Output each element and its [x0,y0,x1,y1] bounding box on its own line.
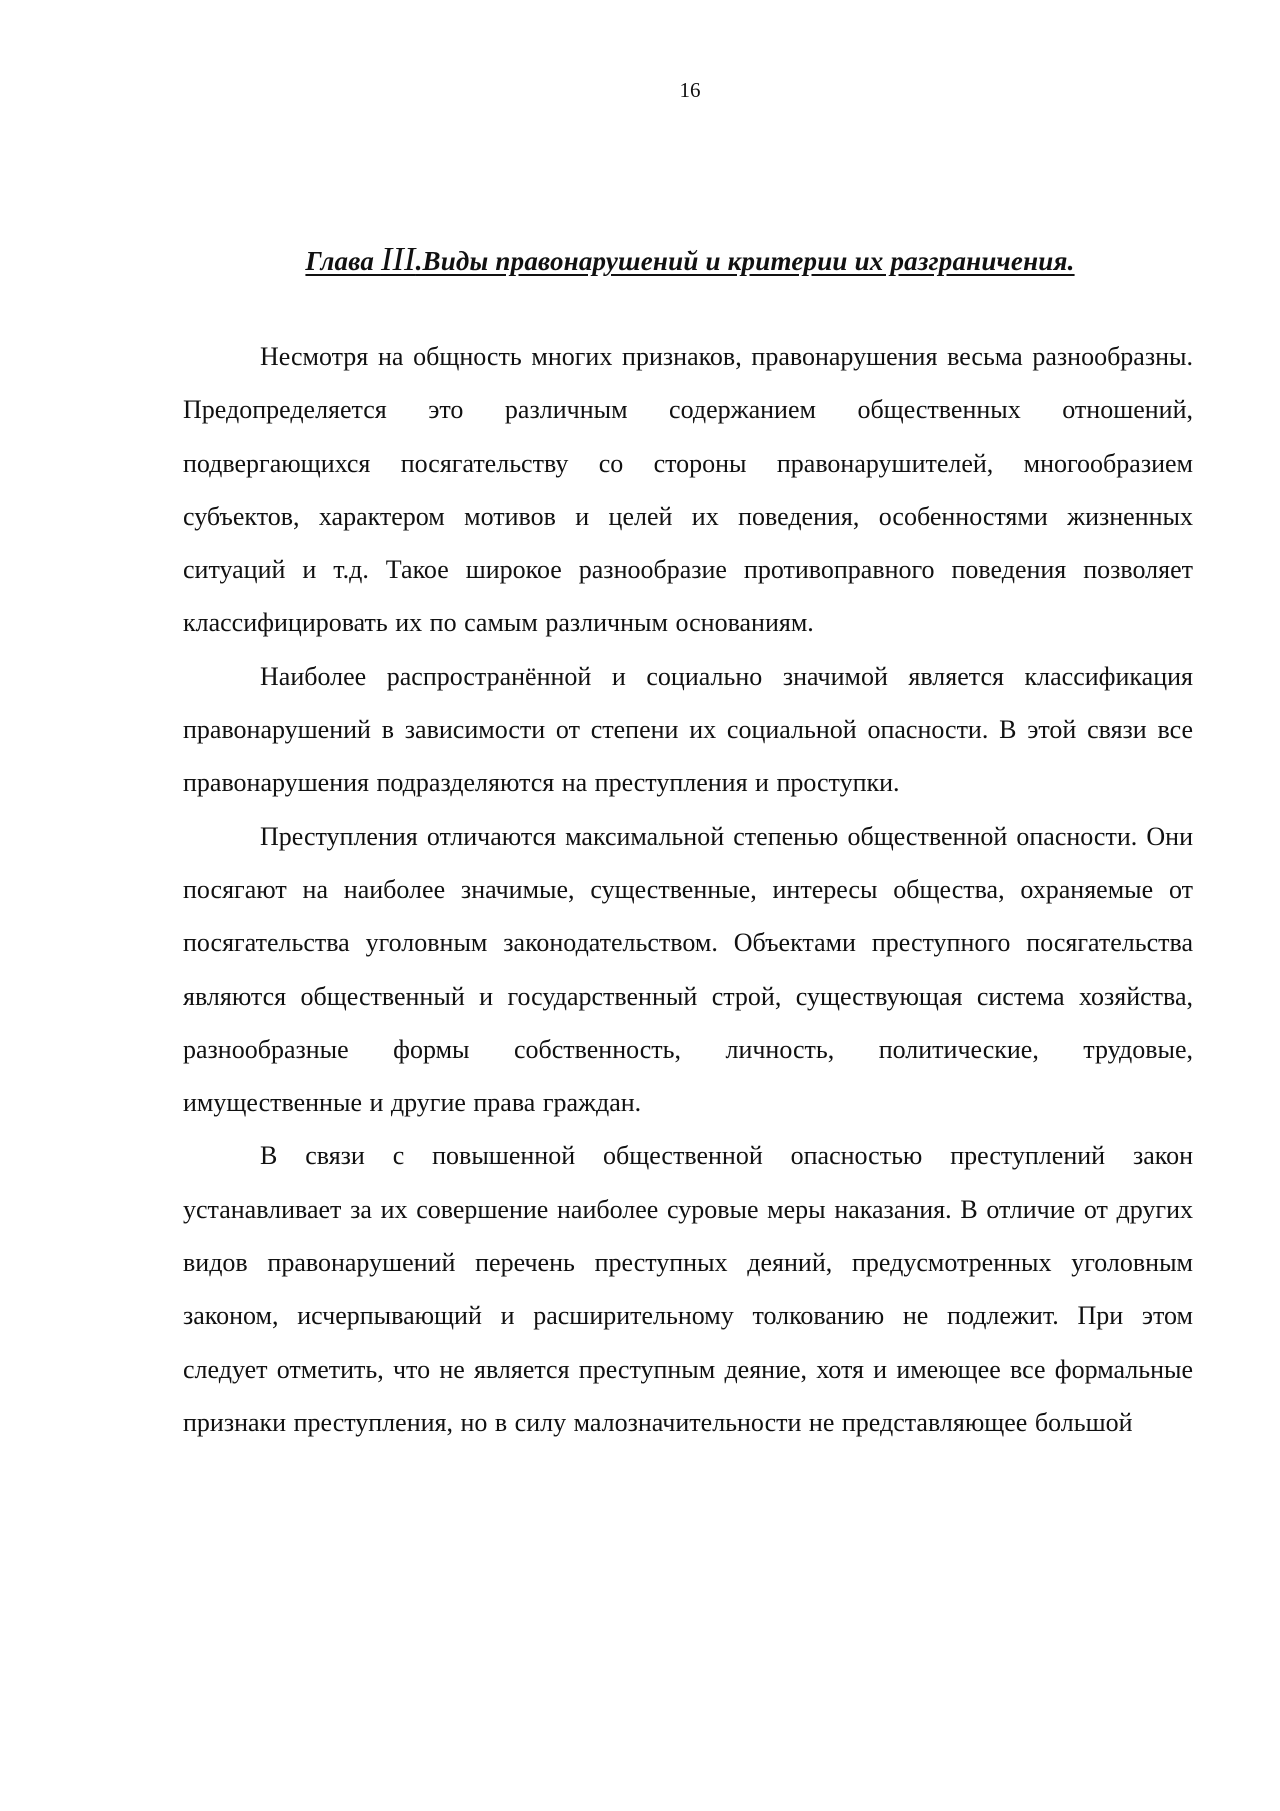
body-text [183,330,1193,1449]
paragraph: Наиболее распространённой и социально значимой является классификация правонарушений в зависимости от степени их социальной опасности. В этой связи все правонарушения подразделяются на преступления и проступки. [183,661,1193,798]
paragraph: В связи с повышенной общественной опасностью преступлений закон устанавливает за их совершение наиболее суровые меры наказания. В отличие от других видов правонарушений перечень преступных деяний, предусмотренных уголовным законом, исчерпывающий и расширительному толкованию не подлежит. При этом следует отметить, что не является преступным деяние, хотя и имеющее все формальные признаки преступления, но в силу малозначительности не представляющее большой [183,1141,1193,1437]
chapter-title-text: .Виды правонарушений и критерии их разграничения. [415,246,1075,276]
chapter-title-numeral: III [380,241,416,278]
chapter-title [0,242,1280,279]
paragraph: Преступления отличаются максимальной степенью общественной опасности. Они посягают на наиболее значимые, существенные, интересы общества, охраняемые от посягательства уголовным законодательством. Объектами преступного посягательства являются общественный и государственный строй, существующая система хозяйства, разнообразные формы собственность, личность, политические, трудовые, имущественные и другие права граждан. [183,821,1193,1118]
chapter-title-prefix: Глава [305,246,381,276]
page-number: 16 [679,78,701,102]
paragraph: Несмотря на общность многих признаков, правонарушения весьма разнообразны. Предопределяется это различным содержанием общественных отношений, подвергающихся посягательству со стороны правонарушителей, многообразием субъектов, характером мотивов и целей их поведения, особенностями жизненных ситуаций и т.д. Такое широкое разнообразие противоправного поведения позволяет классифицировать их по самым различным основаниям. [183,342,1193,638]
